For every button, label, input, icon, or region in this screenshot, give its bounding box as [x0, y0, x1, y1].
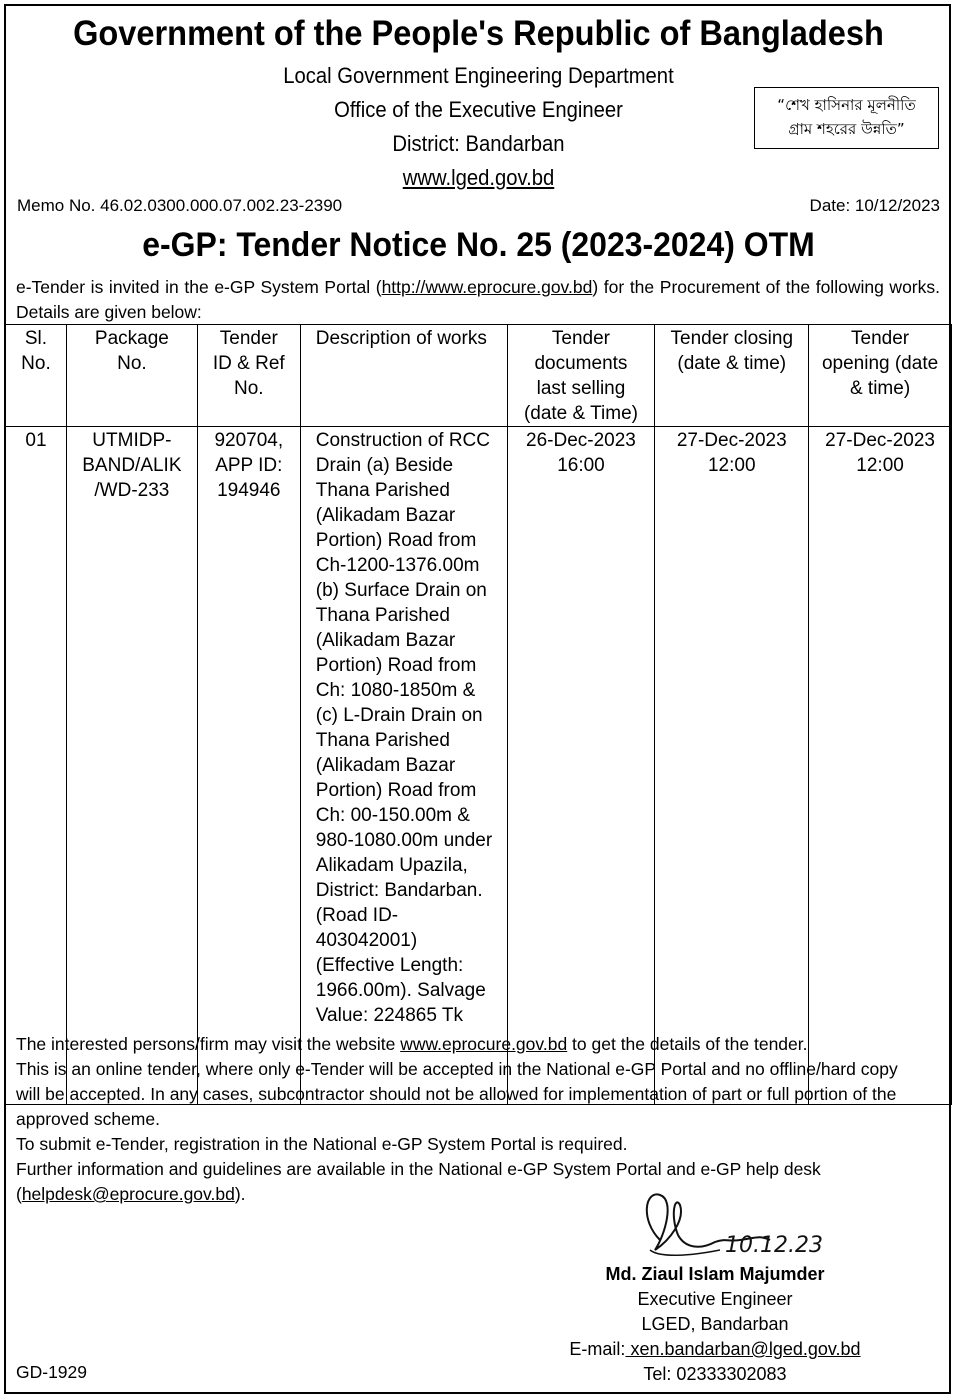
intro-text-before: e-Tender is invited in the e-GP System Portal ( — [16, 277, 382, 297]
intro-paragraph — [16, 275, 940, 325]
eprocure-link[interactable]: http://www.eprocure.gov.bd — [381, 277, 593, 297]
signatory-tel: Tel: 02333302083 — [643, 1364, 787, 1384]
memo-number: Memo No. 46.02.0300.000.07.002.23-2390 — [17, 196, 343, 215]
helpdesk-line — [16, 1182, 246, 1207]
cell-tender-id: 920704, APP ID: 194946 — [197, 427, 300, 1105]
visit-line — [16, 1032, 808, 1057]
visit-eprocure-link[interactable]: www.eprocure.gov.bd — [400, 1034, 568, 1054]
district-name: District: Bandarban — [392, 131, 565, 156]
online-line-2: will be accepted. In any cases, subcontractor should not be allowed for implementation of part or full portion of the — [16, 1084, 897, 1104]
tender-table — [5, 324, 952, 1105]
header-closing: Tender closing (date & time) — [655, 325, 809, 427]
header-sl-no: Sl. No. — [6, 325, 67, 427]
further-info-line: Further information and guidelines are available in the National e-GP System Portal and e-GP help desk — [16, 1159, 821, 1179]
header-description: Description of works — [300, 325, 507, 427]
visit-text-before: The interested persons/firm may visit the website — [16, 1034, 401, 1054]
cell-sl: 01 — [6, 427, 67, 1105]
cell-closing: 27-Dec-2023 12:00 — [655, 427, 809, 1105]
document-code: GD-1929 — [16, 1362, 88, 1382]
helpdesk-open-paren: ( — [16, 1184, 22, 1204]
visit-text-after: to get the details of the tender. — [567, 1034, 808, 1054]
department-name: Local Government Engineering Department — [283, 63, 674, 88]
signatory-email-line — [560, 1337, 870, 1362]
notice-date: Date: 10/12/2023 — [809, 196, 940, 215]
signatory-email-link[interactable]: xen.bandarban@lged.gov.bd — [625, 1339, 861, 1359]
notice-title: e-GP: Tender Notice No. 25 (2023-2024) OTM — [142, 226, 815, 264]
online-line-3: approved scheme. — [16, 1109, 160, 1129]
government-title: Government of the People's Republic of Bangladesh — [73, 14, 884, 53]
table-header-row — [6, 325, 952, 427]
helpdesk-close-paren: ). — [234, 1184, 246, 1204]
office-name: Office of the Executive Engineer — [334, 97, 623, 122]
email-label: E-mail: — [569, 1339, 626, 1359]
signature-image — [630, 1180, 830, 1270]
signature-date: 10.12.23 — [725, 1233, 823, 1258]
motto-box — [754, 87, 939, 149]
helpdesk-email-link[interactable]: helpdesk@eprocure.gov.bd — [21, 1184, 235, 1204]
header-package-no: Package No. — [66, 325, 197, 427]
website-link[interactable]: www.lged.gov.bd — [402, 165, 555, 190]
motto-line-2: গ্রাম শহরের উন্নতি” — [788, 120, 905, 138]
intro-text-after: ) for the Procurement of the following works. Details are given below: — [16, 277, 940, 322]
motto-line-1: “শেখ হাসিনার মূলনীতি — [777, 96, 916, 114]
cell-description: Construction of RCC Drain (a) Beside Thana Parished (Alikadam Bazar Portion) Road from Ch-1200-1376.00m (b) Surface Drain on Thana Parished (Alikadam Bazar Portion) Road from Ch: 1080-1850m & (c) L-Drain Drain on Thana Parished (Alikadam Bazar Portion) Road from Ch: 00-150.00m & 980-1080.00m under Alikadam Upazila, District: Bandarban. (Road ID- 403042001) (Effective Length: 1966.00m). Salvage Value: 224865 Tk — [300, 427, 507, 1105]
online-line-1: This is an online tender, where only e-Tender will be accepted in the National e-GP Portal and no offline/hard copy — [16, 1059, 898, 1079]
header-tender-id: Tender ID & Ref No. — [197, 325, 300, 427]
table-row — [6, 427, 952, 1105]
cell-package: UTMIDP- BAND/ALIK /WD-233 — [66, 427, 197, 1105]
registration-line: To submit e-Tender, registration in the National e-GP System Portal is required. — [16, 1134, 628, 1154]
cell-opening: 27-Dec-2023 12:00 — [809, 427, 952, 1105]
signatory-name: Md. Ziaul Islam Majumder — [605, 1264, 825, 1284]
signatory-org: LGED, Bandarban — [641, 1314, 789, 1334]
signatory-title: Executive Engineer — [637, 1289, 793, 1309]
cell-last-selling: 26-Dec-2023 16:00 — [507, 427, 655, 1105]
header-opening: Tender opening (date & time) — [809, 325, 952, 427]
header-last-selling: Tender documents last selling (date & Time) — [507, 325, 655, 427]
